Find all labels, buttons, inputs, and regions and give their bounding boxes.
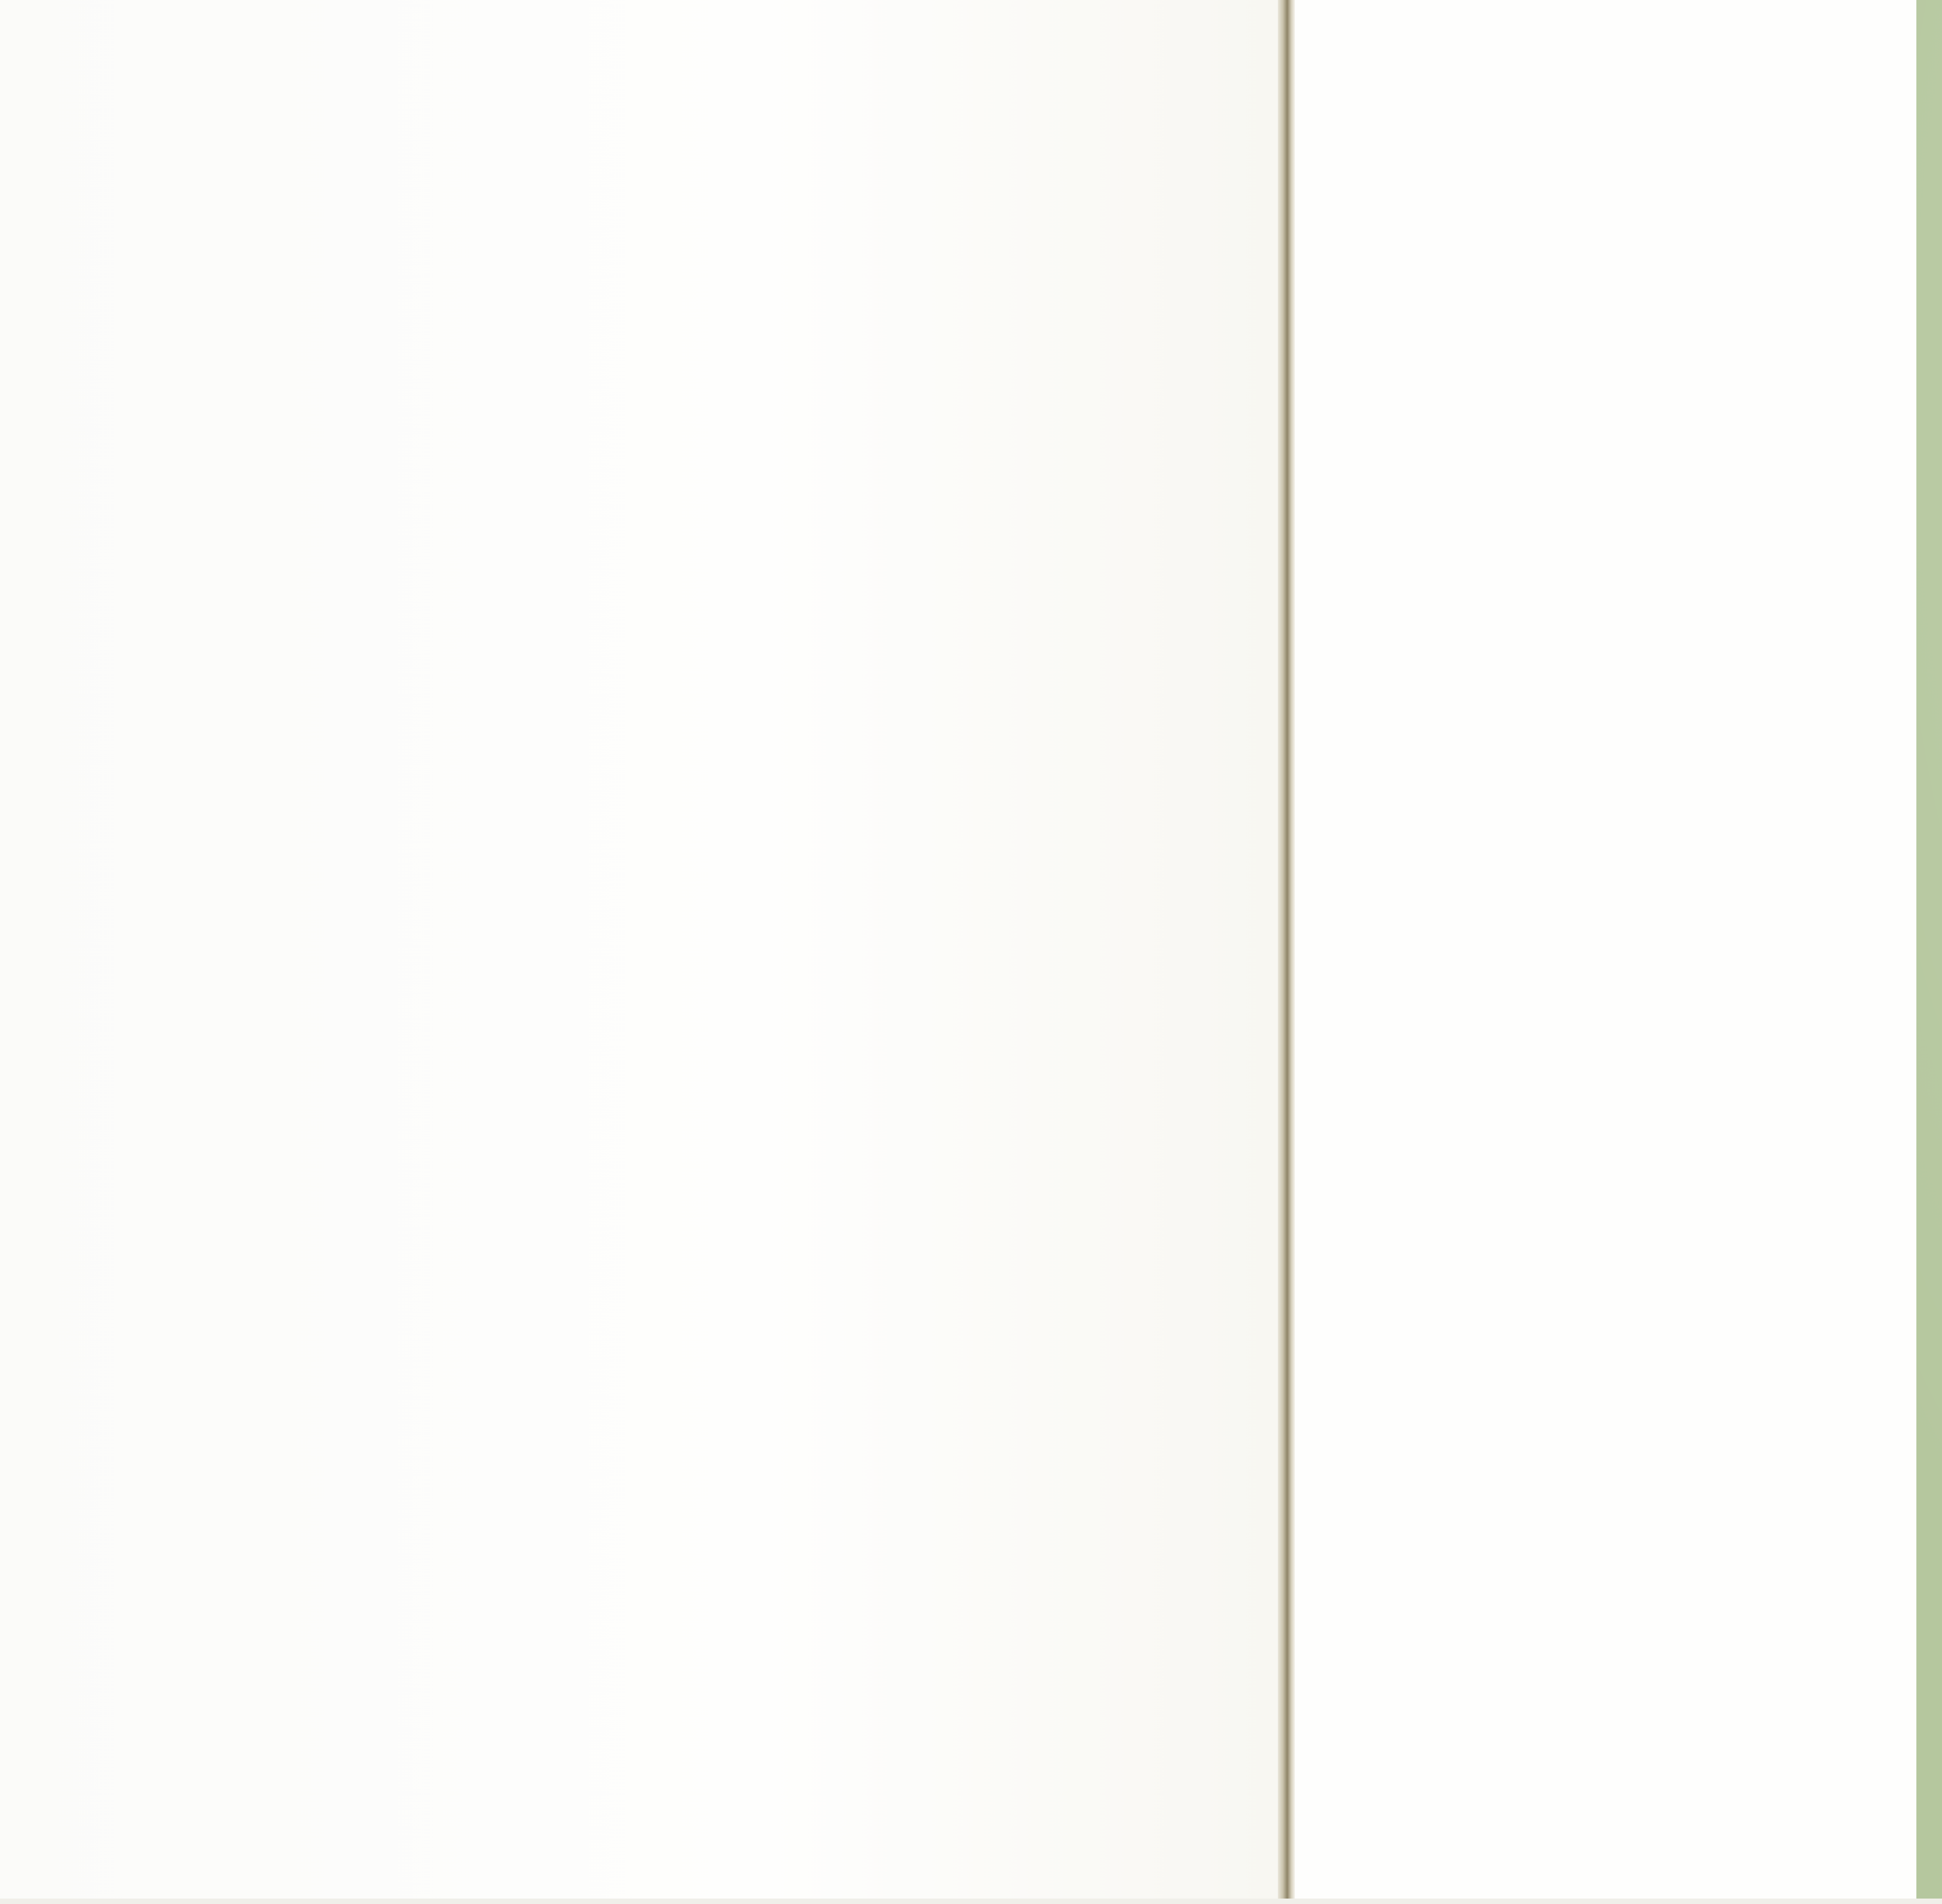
- book-spine-gutter: [1278, 0, 1295, 1904]
- inside-blank-page: [1295, 0, 1916, 1904]
- page-bottom-edge: [0, 1899, 1942, 1904]
- back-cover-flap: [1916, 0, 1942, 1904]
